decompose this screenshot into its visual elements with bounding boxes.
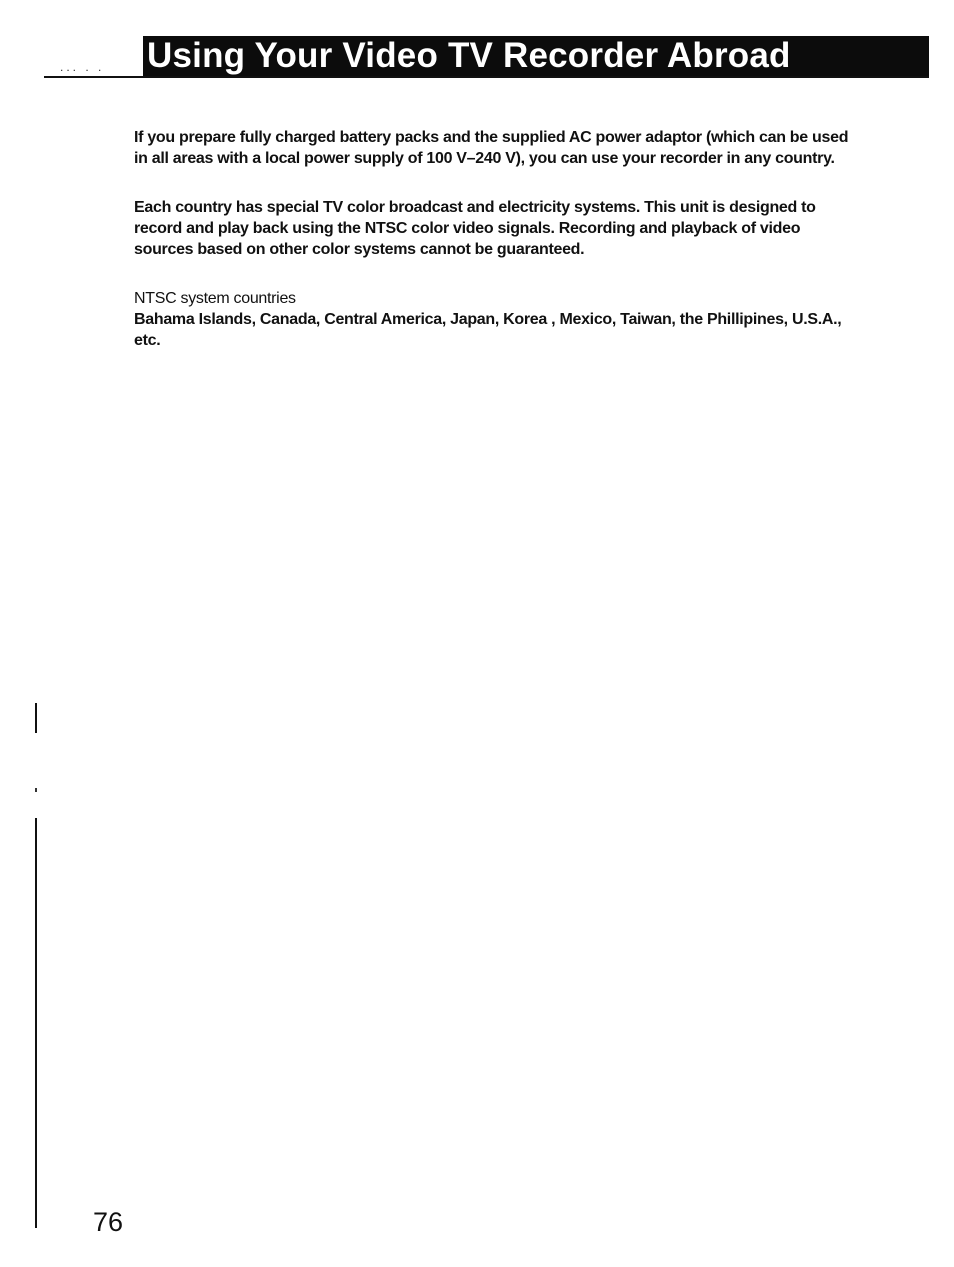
margin-mark bbox=[35, 788, 37, 792]
header-leader-dots: ... . . bbox=[60, 60, 105, 74]
margin-line-upper bbox=[35, 703, 37, 733]
page-header bbox=[0, 0, 954, 90]
main-content bbox=[134, 127, 854, 379]
paragraph-battery-power: If you prepare fully charged battery packs and the supplied AC power adaptor (which can be used in all areas with a local power supply of 100 V–240 V), you can use your recorder in any country. bbox=[134, 129, 849, 167]
header-divider bbox=[44, 76, 929, 78]
title-banner bbox=[143, 36, 929, 76]
page-number: 76 bbox=[93, 1207, 124, 1237]
paragraph-color-systems: Each country has special TV color broadcast and electricity systems. This unit is designed to record and play back using the NTSC color video signals. Recording and playback of video sources based on other color systems cannot be guaranteed. bbox=[134, 199, 816, 258]
ntsc-country-list: Bahama Islands, Canada, Central America, Japan, Korea , Mexico, Taiwan, the Phillipines, U.S.A., etc. bbox=[134, 311, 842, 349]
page-title: Using Your Video TV Recorder Abroad bbox=[147, 36, 791, 75]
margin-line-lower bbox=[35, 818, 37, 1228]
ntsc-heading: NTSC system countries bbox=[134, 290, 296, 307]
